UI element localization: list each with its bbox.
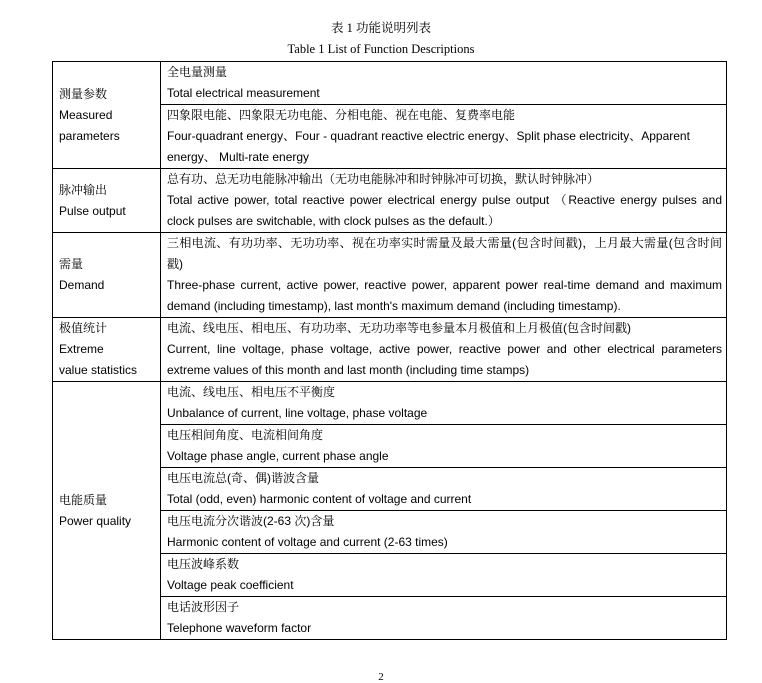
description-en: Unbalance of current, line voltage, phase voltage xyxy=(167,406,428,420)
description-cell xyxy=(161,511,727,554)
description-cell xyxy=(161,233,727,318)
description-cell xyxy=(161,62,727,105)
table-row xyxy=(53,169,727,233)
description-en: Voltage peak coefficient xyxy=(167,578,294,592)
description-zh: 电压相间角度、电流相间角度 xyxy=(167,428,324,442)
description-zh: 电流、线电压、相电压不平衡度 xyxy=(167,385,336,399)
description-zh: 电话波形因子 xyxy=(167,600,240,614)
category-demand xyxy=(53,233,161,318)
category-label-en: Pulse output xyxy=(59,203,126,218)
table-caption-english: Table 1 List of Function Descriptions xyxy=(287,42,475,56)
category-pulse-output xyxy=(53,169,161,233)
description-cell xyxy=(161,105,727,169)
table-row xyxy=(53,318,727,382)
description-cell xyxy=(161,318,727,382)
category-label-en: parameters xyxy=(59,128,120,143)
description-cell xyxy=(161,382,727,425)
description-zh: 全电量测量 xyxy=(167,65,228,79)
table-row xyxy=(53,382,727,425)
category-label-en: Demand xyxy=(59,278,105,292)
description-zh: 电压波峰系数 xyxy=(167,557,240,571)
category-extreme-value-statistics xyxy=(53,318,161,382)
category-label-zh: 需量 xyxy=(59,257,84,271)
category-label-zh: 脉冲输出 xyxy=(59,182,108,197)
description-zh: 四象限电能、四象限无功电能、分相电能、视在电能、复费率电能 xyxy=(167,108,516,122)
description-zh: 电压电流分次谐波(2-63 次)含量 xyxy=(167,514,335,528)
category-label-en: value statistics xyxy=(59,363,138,377)
category-measured-parameters xyxy=(53,62,161,169)
description-en: Three-phase current, active power, reactive power, apparent power real-time demand and maximum demand (including timestamp), last month's maximum demand (including timestamp). xyxy=(167,278,722,313)
description-cell xyxy=(161,169,727,233)
function-description-table xyxy=(52,61,727,640)
description-en: Harmonic content of voltage and current (2-63 times) xyxy=(167,535,448,549)
description-zh: 三相电流、有功功率、无功功率、视在功率实时需量及最大需量(包含时间戳)，上月最大需量(包含时间戳) xyxy=(167,236,722,271)
description-en: Four-quadrant energy、Four - quadrant reactive electric energy、Split phase electricity、Apparent energy、 Multi-rate energy xyxy=(167,129,690,164)
description-en: Telephone waveform factor xyxy=(167,621,312,635)
description-zh: 总有功、总无功电能脉冲输出（无功电能脉冲和时钟脉冲可切换，默认时钟脉冲） xyxy=(167,172,600,186)
category-label-en: Extreme xyxy=(59,342,104,356)
description-en: Total active power, total reactive power electrical energy pulse output （Reactive energy pulses and clock pulses are switchable, with clock pulses as the default.） xyxy=(167,193,722,228)
description-cell xyxy=(161,554,727,597)
description-en: Current, line voltage, phase voltage, active power, reactive power and other electrical parameters extreme values of this month and last month (including time stamps) xyxy=(167,342,722,377)
description-cell xyxy=(161,468,727,511)
description-zh: 电流、线电压、相电压、有功功率、无功功率等电参量本月极值和上月极值(包含时间戳) xyxy=(167,321,631,335)
description-en: Total electrical measurement xyxy=(167,86,320,100)
table-caption-chinese: 表 1 功能说明列表 xyxy=(330,21,431,35)
description-en: Total (odd, even) harmonic content of voltage and current xyxy=(167,492,472,506)
category-label-zh: 电能质量 xyxy=(59,492,108,507)
table-row xyxy=(53,233,727,318)
description-cell xyxy=(161,425,727,468)
category-power-quality xyxy=(53,382,161,640)
description-en: Voltage phase angle, current phase angle xyxy=(167,449,389,463)
description-cell xyxy=(161,597,727,640)
category-label-en: Measured xyxy=(59,107,113,122)
category-label-en: Power quality xyxy=(59,513,132,528)
table-row xyxy=(53,62,727,105)
category-label-zh: 极值统计 xyxy=(59,321,108,335)
category-label-zh: 测量参数 xyxy=(59,86,108,101)
description-zh: 电压电流总(奇、偶)谐波含量 xyxy=(167,471,319,485)
page-number: 2 xyxy=(378,671,384,683)
